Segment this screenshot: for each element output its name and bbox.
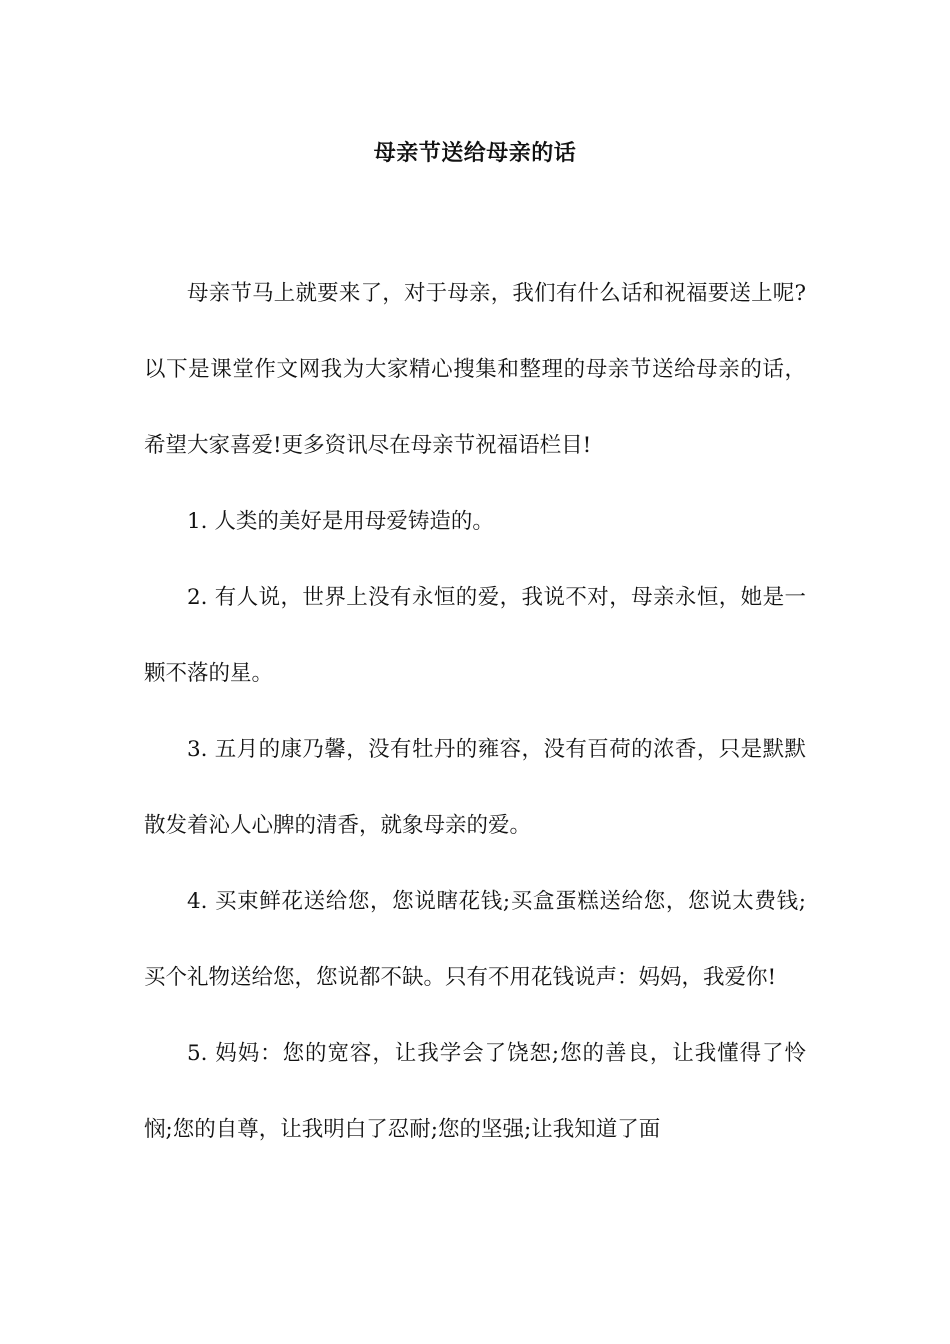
list-item-1: 1. 人类的美好是用母爱铸造的。 [187,509,494,534]
list-item-5: 5. 妈妈：您的宽容，让我学会了饶恕;您的善良，让我懂得了怜悯;您的自尊，让我明白了忍耐;您的坚强;让我知道了面 [144,1041,806,1142]
list-item-2: 2. 有人说，世界上没有永恒的爱，我说不对，母亲永恒，她是一颗不落的星。 [144,585,806,686]
list-item-3: 3. 五月的康乃馨，没有牡丹的雍容，没有百荷的浓香，只是默默散发着沁人心脾的清香，就象母亲的爱。 [144,737,806,838]
intro-paragraph: 母亲节马上就要来了，对于母亲，我们有什么话和祝福要送上呢?以下是课堂作文网我为大家精心搜集和整理的母亲节送给母亲的话，希望大家喜爱!更多资讯尽在母亲节祝福语栏目! [144,281,806,458]
document-body [144,256,806,1168]
document-title: 母亲节送给母亲的话 [373,140,577,166]
list-item-4: 4. 买束鲜花送给您，您说瞎花钱;买盒蛋糕送给您，您说太费钱;买个礼物送给您，您说都不缺。只有不用花钱说声：妈妈，我爱你! [144,889,806,990]
